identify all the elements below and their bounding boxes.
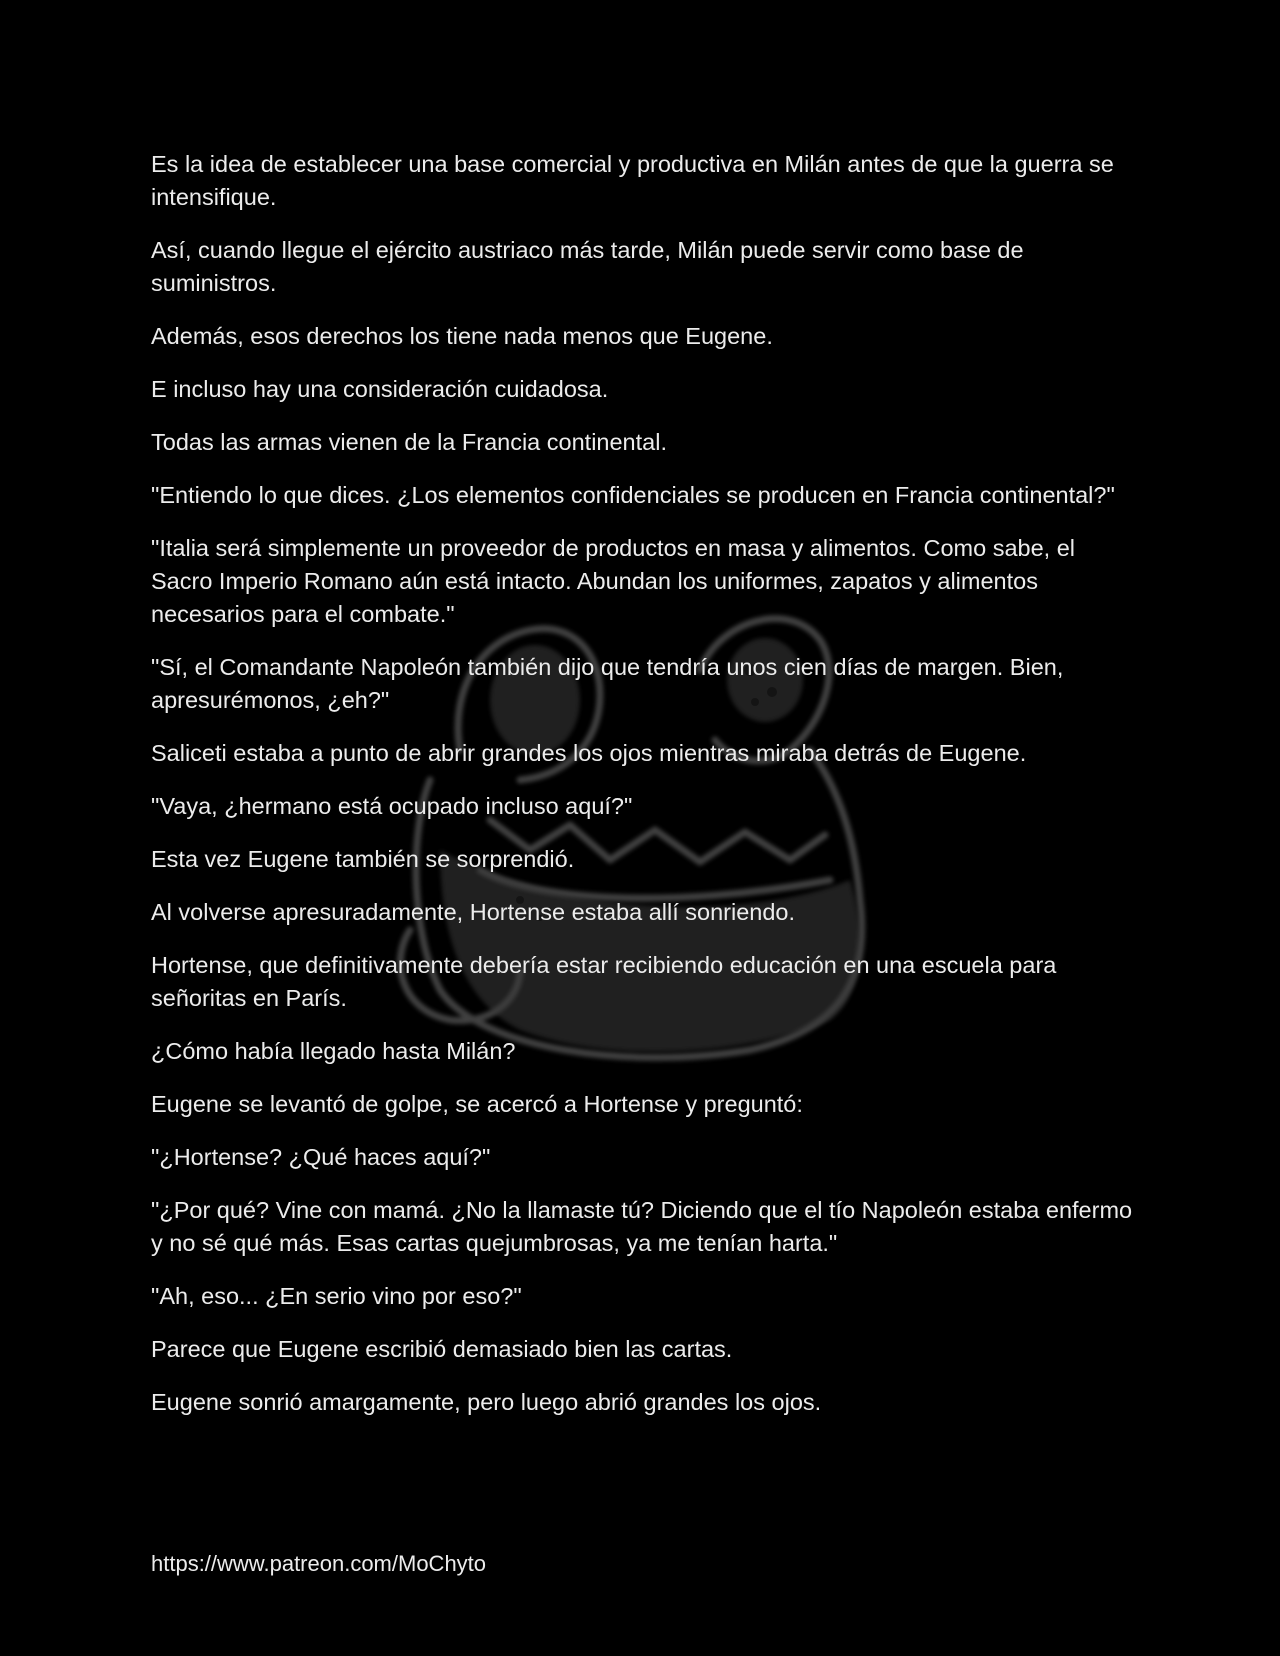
- paragraph: "Ah, eso... ¿En serio vino por eso?": [151, 1283, 522, 1309]
- paragraph: Además, esos derechos los tiene nada menos que Eugene.: [151, 323, 773, 349]
- paragraph: Hortense, que definitivamente debería estar recibiendo educación en una escuela para señoritas en París.: [151, 952, 1057, 1011]
- paragraph: Es la idea de establecer una base comercial y productiva en Milán antes de que la guerra se intensifique.: [151, 151, 1114, 210]
- paragraph: Esta vez Eugene también se sorprendió.: [151, 846, 575, 872]
- paragraph: "Sí, el Comandante Napoleón también dijo que tendría unos cien días de margen. Bien, apresurémonos, ¿eh?": [151, 654, 1064, 713]
- paragraph: Eugene sonrió amargamente, pero luego abrió grandes los ojos.: [151, 1389, 822, 1415]
- paragraph: "Vaya, ¿hermano está ocupado incluso aquí?": [151, 793, 633, 819]
- paragraph: Así, cuando llegue el ejército austriaco más tarde, Milán puede servir como base de suministros.: [151, 237, 1024, 296]
- paragraph: "¿Por qué? Vine con mamá. ¿No la llamaste tú? Diciendo que el tío Napoleón estaba enfermo y no sé qué más. Esas cartas quejumbrosas, ya me tenían harta.": [151, 1197, 1133, 1256]
- paragraph: Todas las armas vienen de la Francia continental.: [151, 429, 667, 455]
- paragraph: Parece que Eugene escribió demasiado bien las cartas.: [151, 1336, 733, 1362]
- paragraph: "Entiendo lo que dices. ¿Los elementos confidenciales se producen en Francia continental?": [151, 482, 1115, 508]
- paragraph: Eugene se levantó de golpe, se acercó a Hortense y preguntó:: [151, 1091, 803, 1117]
- chapter-text: [151, 148, 1141, 1439]
- paragraph: Al volverse apresuradamente, Hortense estaba allí sonriendo.: [151, 899, 796, 925]
- paragraph: E incluso hay una consideración cuidadosa.: [151, 376, 609, 402]
- paragraph: Saliceti estaba a punto de abrir grandes los ojos mientras miraba detrás de Eugene.: [151, 740, 1027, 766]
- paragraph: "¿Hortense? ¿Qué haces aquí?": [151, 1144, 491, 1170]
- paragraph: "Italia será simplemente un proveedor de productos en masa y alimentos. Como sabe, el Sacro Imperio Romano aún está intacto. Abundan los uniformes, zapatos y alimentos necesarios para el combate.": [151, 535, 1076, 627]
- paragraph: ¿Cómo había llegado hasta Milán?: [151, 1038, 516, 1064]
- patreon-link[interactable]: https://www.patreon.com/MoChyto: [151, 1551, 487, 1576]
